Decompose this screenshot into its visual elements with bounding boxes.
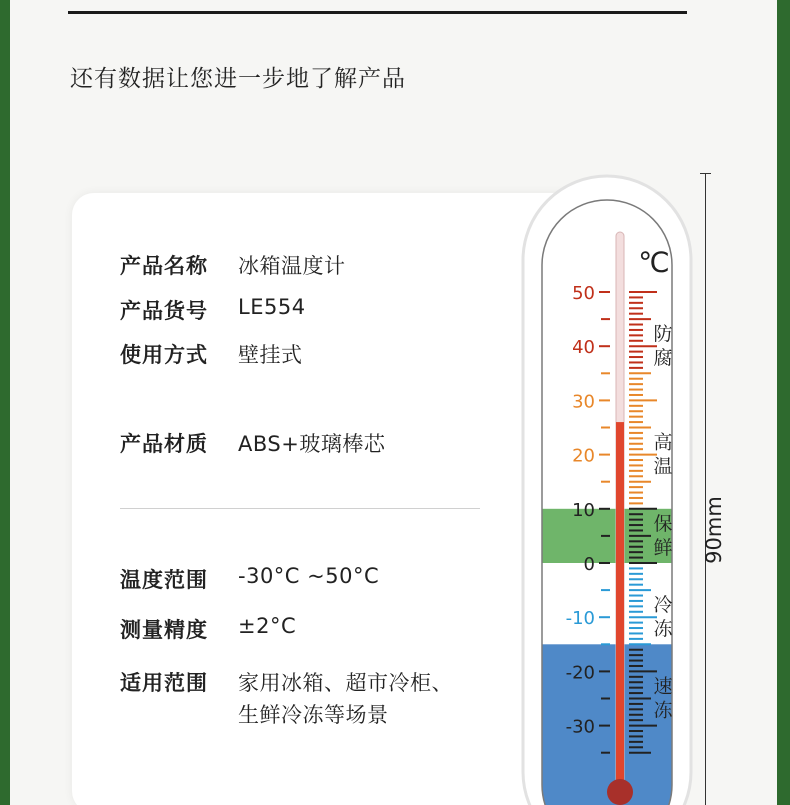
spec-row-usage <box>120 339 303 369</box>
section-divider <box>120 508 480 509</box>
scale-label: 40 <box>572 337 595 359</box>
spec-value-line2: 生鲜冷冻等场景 <box>238 703 389 727</box>
spec-label: 适用范围 <box>120 671 208 695</box>
spec-row-range <box>120 564 379 594</box>
zone-label-char: 冷 <box>653 594 673 617</box>
thermometer-illustration <box>515 172 695 805</box>
mercury-column <box>616 422 624 792</box>
spec-row-material <box>120 428 385 458</box>
unit-label: ℃ <box>638 246 670 279</box>
zone-label-char: 保 <box>653 512 673 535</box>
spec-label: 使用方式 <box>120 343 208 367</box>
spec-row-accuracy <box>120 614 296 644</box>
scale-label: 0 <box>583 554 595 575</box>
scale-label: 10 <box>572 499 595 521</box>
spec-value <box>238 667 453 733</box>
spec-label: 温度范围 <box>120 568 208 592</box>
zone-label-char: 冻 <box>653 618 673 641</box>
scale-label: -20 <box>565 662 595 684</box>
dimension-line <box>705 173 706 805</box>
spec-value: LE554 <box>238 295 306 319</box>
zone-label-char: 腐 <box>653 347 673 370</box>
spec-value: 冰箱温度计 <box>238 254 346 278</box>
spec-row-name <box>120 250 346 280</box>
zone-label-char: 防 <box>653 323 673 346</box>
spec-value: 壁挂式 <box>238 343 303 367</box>
dimension-label: 90mm <box>702 496 726 564</box>
scale-label: 50 <box>572 283 595 304</box>
scale-label: 30 <box>572 391 595 413</box>
zone-label-char: 高 <box>653 431 673 454</box>
spec-label: 测量精度 <box>120 618 208 642</box>
spec-value-line1: 家用冰箱、超市冷柜、 <box>238 671 453 695</box>
spec-value: ABS+玻璃棒芯 <box>238 432 386 456</box>
zone-label-char: 鲜 <box>653 536 673 559</box>
spec-value: -30°C ~50°C <box>238 564 380 588</box>
product-spec-panel <box>10 0 777 805</box>
spec-label: 产品货号 <box>120 299 208 323</box>
spec-value: ±2°C <box>238 614 297 638</box>
zone-label-char: 冻 <box>653 699 673 722</box>
scale-label: 20 <box>572 445 595 467</box>
page-subtitle: 还有数据让您进一步地了解产品 <box>70 66 406 92</box>
zone-label-char: 速 <box>653 675 673 698</box>
thermometer-bulb <box>607 779 633 805</box>
top-divider <box>68 11 687 14</box>
scale-label: -30 <box>565 716 595 738</box>
spec-row-sku <box>120 295 306 325</box>
scale-label: -10 <box>565 608 595 630</box>
spec-row-application <box>120 667 453 733</box>
zone-label-char: 温 <box>653 455 673 478</box>
spec-label: 产品名称 <box>120 254 208 278</box>
spec-label: 产品材质 <box>120 432 208 456</box>
